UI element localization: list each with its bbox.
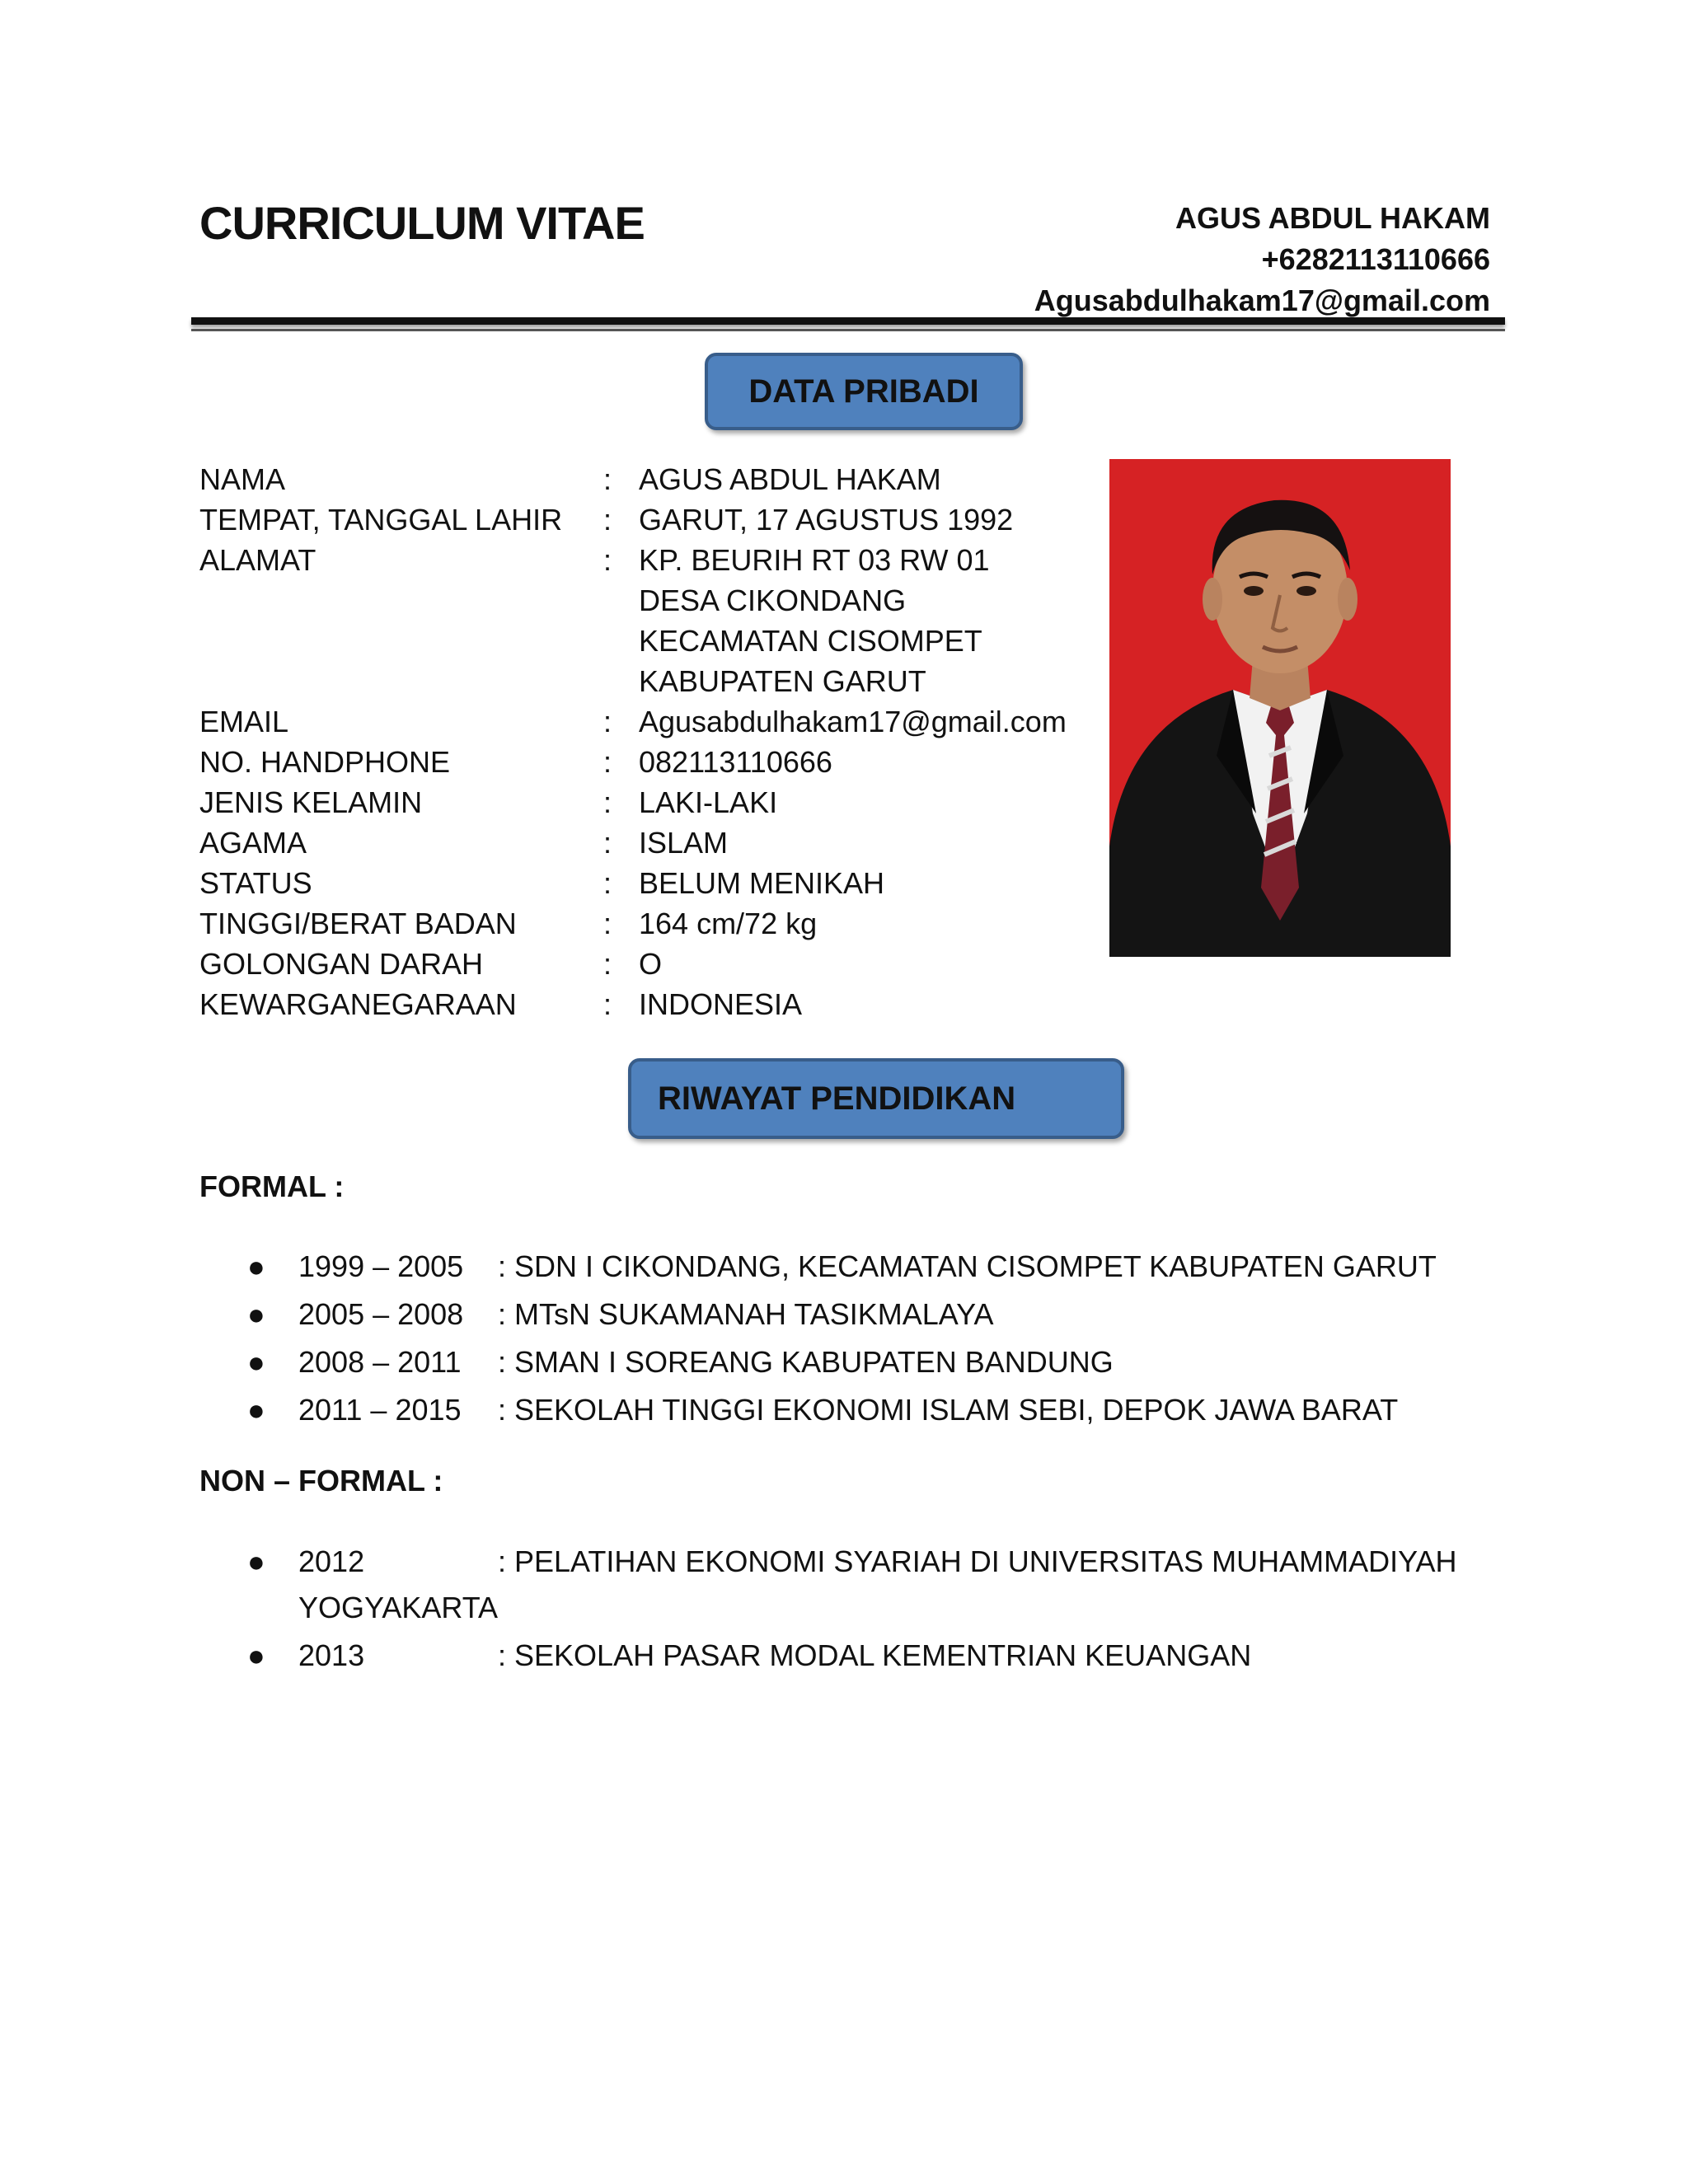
education-year: 2013: [298, 1638, 365, 1672]
bullet-icon: ●: [247, 1393, 265, 1427]
bullet-icon: ●: [247, 1297, 265, 1331]
education-description: : SEKOLAH TINGGI EKONOMI ISLAM SEBI, DEPOK JAWA BARAT: [498, 1393, 1399, 1427]
education-item: [247, 1243, 1484, 1291]
personal-data-colon: :: [603, 543, 612, 577]
personal-data-row: [199, 944, 1067, 984]
personal-data-label: TEMPAT, TANGGAL LAHIR: [199, 503, 563, 537]
header-divider: [191, 317, 1505, 325]
education-item: [247, 1632, 1484, 1680]
bullet-icon: ●: [247, 1249, 265, 1283]
education-year: 2011 – 2015: [298, 1393, 462, 1427]
section-data-pribadi: DATA PRIBADI: [705, 353, 1023, 430]
personal-data-value: AGUS ABDUL HAKAM: [639, 462, 941, 496]
education-description: : SMAN I SOREANG KABUPATEN BANDUNG: [498, 1345, 1114, 1379]
personal-data-label: KEWARGANEGARAAN: [199, 987, 517, 1021]
personal-data-row: [199, 459, 1067, 499]
personal-data-value: LAKI-LAKI: [639, 785, 778, 819]
personal-data-row: [199, 984, 1067, 1024]
education-description: : MTsN SUKAMANAH TASIKMALAYA: [498, 1297, 994, 1331]
personal-data-colon: :: [603, 866, 612, 900]
personal-data-row: [199, 863, 1067, 903]
personal-data-label: AGAMA: [199, 826, 307, 860]
education-item: [247, 1386, 1484, 1434]
section-riwayat-pendidikan: RIWAYAT PENDIDIKAN: [628, 1058, 1124, 1139]
personal-data-value: GARUT, 17 AGUSTUS 1992: [639, 503, 1014, 537]
contact-name: AGUS ABDUL HAKAM: [1175, 201, 1490, 235]
personal-data-row: [199, 903, 1067, 944]
personal-data-row: [199, 823, 1067, 863]
education-item: [247, 1291, 1484, 1338]
personal-data-value: KP. BEURIH RT 03 RW 01: [639, 543, 990, 577]
personal-data-value: 164 cm/72 kg: [639, 907, 818, 940]
personal-data-colon: :: [603, 987, 612, 1021]
nonformal-education-list: [247, 1538, 1484, 1680]
personal-data-label: [199, 661, 603, 701]
personal-data-row: [199, 701, 1067, 742]
personal-data-value: INDONESIA: [639, 987, 803, 1021]
personal-data-value: KECAMATAN CISOMPET: [639, 624, 982, 658]
header-divider-thin: [191, 329, 1505, 331]
education-description-continued: YOGYAKARTA: [298, 1591, 499, 1624]
education-year: 2012: [298, 1544, 365, 1578]
personal-data-value: O: [639, 947, 663, 981]
personal-data-value: ISLAM: [639, 826, 729, 860]
bullet-icon: ●: [247, 1544, 265, 1578]
personal-data-colon: :: [603, 462, 612, 496]
personal-data-row: [199, 621, 1067, 661]
personal-data-row: [199, 580, 1067, 621]
personal-data-label: TINGGI/BERAT BADAN: [199, 907, 517, 940]
education-description: : PELATIHAN EKONOMI SYARIAH DI UNIVERSITAS MUHAMMADIYAH: [498, 1544, 1457, 1578]
personal-data-table: [199, 459, 1067, 1024]
personal-data-label: NO. HANDPHONE: [199, 745, 451, 779]
personal-data-colon: :: [603, 785, 612, 819]
personal-data-label: GOLONGAN DARAH: [199, 947, 484, 981]
personal-data-value: 082113110666: [639, 745, 832, 779]
nonformal-heading: NON – FORMAL :: [199, 1464, 443, 1497]
personal-data-colon: :: [603, 907, 612, 940]
formal-heading: FORMAL :: [199, 1169, 345, 1203]
profile-photo: [1109, 459, 1451, 957]
personal-data-colon: :: [603, 826, 612, 860]
personal-data-label: EMAIL: [199, 705, 289, 738]
personal-data-row: [199, 661, 1067, 701]
education-item: [247, 1338, 1484, 1386]
education-year: 1999 – 2005: [298, 1249, 464, 1283]
personal-data-colon: [603, 661, 639, 701]
personal-data-label: [199, 580, 603, 621]
contact-block: [1034, 198, 1490, 321]
personal-data-label: NAMA: [199, 462, 286, 496]
personal-data-value: DESA CIKONDANG: [639, 583, 907, 617]
education-description: : SDN I CIKONDANG, KECAMATAN CISOMPET KABUPATEN GARUT: [498, 1249, 1437, 1283]
personal-data-colon: :: [603, 705, 612, 738]
education-year: 2008 – 2011: [298, 1345, 462, 1379]
personal-data-colon: :: [603, 503, 612, 537]
personal-data-label: [199, 621, 603, 661]
contact-email: Agusabdulhakam17@gmail.com: [1034, 284, 1490, 317]
personal-data-value: KABUPATEN GARUT: [639, 664, 926, 698]
education-year: 2005 – 2008: [298, 1297, 464, 1331]
personal-data-label: JENIS KELAMIN: [199, 785, 423, 819]
personal-data-row: [199, 782, 1067, 823]
personal-data-row: [199, 540, 1067, 580]
education-item: [247, 1538, 1484, 1632]
bullet-icon: ●: [247, 1345, 265, 1379]
personal-data-colon: :: [603, 745, 612, 779]
education-description: : SEKOLAH PASAR MODAL KEMENTRIAN KEUANGAN: [498, 1638, 1252, 1672]
personal-data-label: ALAMAT: [199, 543, 316, 577]
personal-data-colon: [603, 580, 639, 621]
personal-data-value: Agusabdulhakam17@gmail.com: [639, 705, 1067, 738]
personal-data-value: BELUM MENIKAH: [639, 866, 885, 900]
personal-data-colon: :: [603, 947, 612, 981]
personal-data-row: [199, 742, 1067, 782]
page-title: CURRICULUM VITAE: [199, 197, 645, 249]
contact-phone: +6282113110666: [1261, 242, 1490, 276]
personal-data-colon: [603, 621, 639, 661]
personal-data-row: [199, 499, 1067, 540]
formal-education-list: [247, 1243, 1484, 1434]
bullet-icon: ●: [247, 1638, 265, 1672]
personal-data-label: STATUS: [199, 866, 312, 900]
